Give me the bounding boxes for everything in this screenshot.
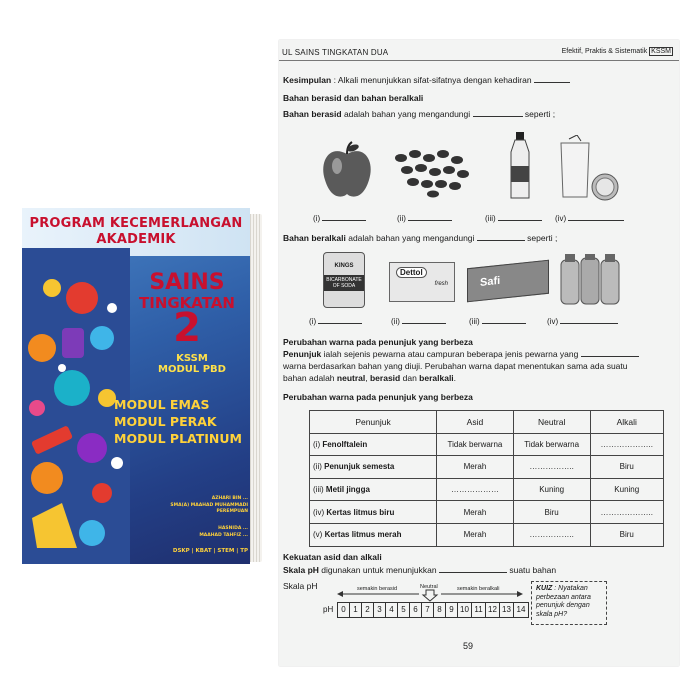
indicator-name (310, 478, 437, 501)
blank (318, 316, 362, 324)
cover-kssm (142, 353, 242, 375)
label-semakin-berasid: semakin berasid (357, 586, 398, 592)
cell-neutral: …………….. (513, 523, 590, 546)
apple-image (319, 140, 375, 202)
term-berasid: berasid (369, 373, 401, 383)
dettol-variant: fresh (434, 281, 448, 287)
penunjuk-line3-start: bahan adalah (283, 373, 335, 383)
cover-modul-perak: MODUL PERAK (114, 414, 217, 429)
roman-numeral: (i) (313, 214, 321, 223)
table-row (310, 523, 664, 546)
cover-credit-1: AZHARI BIN ... (211, 496, 248, 501)
indicator-name (310, 501, 437, 524)
ph-cell: 1 (350, 603, 362, 617)
cover-credit-4: MAAHAD TAHFIZ ... (199, 533, 248, 538)
col-asid: Asid (437, 411, 514, 434)
col-neutral: Neutral (513, 411, 590, 434)
ph-cell: 6 (410, 603, 422, 617)
cell-alkali: ……………….. (590, 501, 663, 524)
header-tagline-text: Efektif, Praktis & Sistematik (561, 48, 648, 55)
roman-numeral: (iv) (547, 317, 559, 326)
cell-asid: Merah (437, 523, 514, 546)
ph-cell: 2 (362, 603, 374, 617)
cover-title (26, 216, 246, 248)
acid-label-2 (397, 213, 452, 223)
safi-brand: Safi (480, 274, 501, 289)
col-alkali: Alkali (590, 411, 663, 434)
page-header (279, 47, 679, 61)
cell-alkali: Kuning (590, 478, 663, 501)
ph-cell: 3 (374, 603, 386, 617)
skala-after: suatu bahan (509, 565, 557, 575)
row-indicator: Kertas litmus biru (326, 507, 395, 517)
blank (534, 75, 570, 83)
ph-cell: 11 (472, 603, 486, 617)
row-indicator: Penunjuk semesta (324, 462, 395, 472)
alkali-label-1 (309, 316, 362, 326)
blank (482, 316, 526, 324)
blank (498, 213, 542, 221)
lemon-drink-image (555, 135, 625, 201)
dettol-brand: Dettol (396, 267, 427, 278)
header-tagline (562, 48, 673, 55)
cover-credit-5: DSKP | KBAT | STEM | TP (172, 548, 248, 554)
indicator-name (310, 523, 437, 546)
penunjuk-line1 (283, 349, 639, 359)
label-neutral: Neutral (420, 584, 438, 590)
blank (560, 316, 618, 324)
cover-modul-emas: MODUL EMAS (114, 397, 210, 412)
beralkali-line (283, 233, 557, 243)
table-header-row (310, 411, 664, 434)
cover-modul-list (114, 396, 250, 447)
ph-cell: 10 (458, 603, 472, 617)
ph-axis-label: pH (323, 605, 334, 614)
cell-asid: Merah (437, 456, 514, 479)
cover-subject: SAINS (149, 270, 225, 295)
indicator-name (310, 456, 437, 479)
table-row (310, 433, 664, 456)
cell-asid: ……………… (437, 478, 514, 501)
row-number: (v) (313, 530, 323, 540)
row-number: (ii) (313, 462, 322, 472)
kesimpulan-text: : Alkali menunjukkan sifat-sifatnya dengan kehadiran (333, 75, 532, 85)
cover-title-line2: AKADEMIK (96, 232, 176, 247)
bicarb-label: BICARBONATE OF SODA (324, 275, 364, 291)
book-cover (22, 208, 262, 564)
acid-label-4 (555, 213, 624, 223)
cover-level: TINGKATAN (139, 294, 235, 312)
cell-neutral: …………….. (513, 456, 590, 479)
word-dan: dan (402, 373, 417, 383)
alkali-label-4 (547, 316, 618, 326)
row-number: (i) (313, 439, 321, 449)
term-neutral: neutral (336, 373, 366, 383)
ph-cell: 9 (446, 603, 458, 617)
roman-numeral: (iv) (555, 214, 567, 223)
berasid-line (283, 109, 555, 119)
cover-credit-3: HASNIDA ... (218, 526, 248, 531)
penunjuk-text: ialah sejenis pewarna atau campuran beberapa jenis pewarna yang (323, 349, 579, 359)
coffee-beans-image (391, 146, 473, 198)
skala-term: Skala pH (283, 565, 319, 575)
alkali-label-3 (469, 316, 526, 326)
cell-alkali: Biru (590, 456, 663, 479)
ph-cell: 0 (338, 603, 350, 617)
row-indicator: Fenolftalein (322, 439, 368, 449)
skala-text: digunakan untuk menunjukkan (321, 565, 437, 575)
kuiz-box (531, 581, 607, 625)
roman-numeral: (i) (309, 317, 317, 326)
indicator-name (310, 433, 437, 456)
heading-berasid-beralkali: Bahan berasid dan bahan beralkali (283, 93, 424, 103)
row-indicator: Metil jingga (325, 485, 370, 495)
ph-cell: 5 (398, 603, 410, 617)
acid-label-3 (485, 213, 542, 223)
cover-modul-pbd: MODUL PBD (158, 364, 226, 375)
term-beralkali: beralkali (419, 373, 454, 383)
cover-kssm-label: KSSM (176, 353, 208, 364)
blank (439, 565, 507, 573)
heading-perubahan-2: Perubahan warna pada penunjuk yang berbeza (283, 392, 473, 402)
cell-neutral: Biru (513, 501, 590, 524)
alkali-label-2 (391, 316, 446, 326)
label-semakin-beralkali: semakin beralkali (457, 586, 500, 592)
ph-cell: 4 (386, 603, 398, 617)
kesimpulan-label: Kesimpulan (283, 75, 332, 85)
berasid-term: Bahan berasid (283, 109, 342, 119)
indicator-table (309, 410, 664, 547)
book-page-edges (248, 214, 262, 562)
blank (473, 109, 523, 117)
cell-neutral: Tidak berwarna (513, 433, 590, 456)
workbook-page (279, 40, 679, 666)
skala-line (283, 565, 556, 575)
cell-alkali: ……………….. (590, 433, 663, 456)
col-penunjuk: Penunjuk (310, 411, 437, 434)
blank (322, 213, 366, 221)
ph-cell: 14 (516, 605, 526, 614)
blank (568, 213, 624, 221)
dettol-soap-image (389, 262, 455, 302)
penunjuk-term: Penunjuk (283, 349, 322, 359)
cell-asid: Merah (437, 501, 514, 524)
cover-modul-platinum: MODUL PLATINUM (114, 431, 242, 446)
row-indicator: Kertas litmus merah (324, 530, 402, 540)
berasid-after: seperti ; (524, 109, 556, 119)
acid-label-1 (313, 213, 366, 223)
heading-perubahan: Perubahan warna pada penunjuk yang berbeza (283, 337, 473, 347)
kuiz-label: KUIZ (536, 585, 553, 592)
kuiz-text: : Nyatakan perbezaan antara penunjuk dengan skala pH? (536, 585, 591, 618)
roman-numeral: (iii) (469, 317, 480, 326)
kesimpulan-line (283, 75, 570, 85)
ph-cell: 7 (422, 603, 434, 617)
cover-form-number: 2 (173, 305, 201, 351)
roman-numeral: (ii) (397, 214, 406, 223)
cover-face (22, 208, 250, 564)
header-badge: KSSM (651, 48, 671, 55)
ph-cell: 13 (500, 603, 514, 617)
bicarb-brand: KINGS (334, 263, 354, 269)
table-row (310, 501, 664, 524)
berasid-text: adalah bahan yang mengandungi (343, 109, 471, 119)
heading-kekuatan: Kekuatan asid dan alkali (283, 552, 382, 562)
penunjuk-line3: bahan adalah neutral, berasid dan beralkali. (283, 373, 457, 383)
page-number: 59 (463, 641, 474, 651)
row-number: (iv) (313, 507, 325, 517)
safi-toothpaste-image (467, 260, 549, 303)
roman-numeral: (ii) (391, 317, 400, 326)
ph-cell: 12 (486, 603, 500, 617)
table-row (310, 478, 664, 501)
cell-alkali: Biru (590, 523, 663, 546)
cover-credit-2: SMA(A) MAAHAD MUHAMMADI PEREMPUAN (170, 503, 248, 514)
beralkali-after: seperti ; (527, 233, 558, 243)
cell-asid: Tidak berwarna (437, 433, 514, 456)
blank (581, 349, 639, 357)
blank (402, 316, 446, 324)
cover-title-line1: PROGRAM KECEMERLANGAN (29, 216, 243, 231)
cell-neutral: Kuning (513, 478, 590, 501)
ph-cell: 8 (434, 603, 446, 617)
skala-ph-label: Skala pH (283, 581, 318, 591)
row-number: (iii) (313, 485, 324, 495)
blank (408, 213, 452, 221)
blank (477, 233, 525, 241)
bicarbonate-jar-image (323, 252, 365, 308)
header-title: UL SAINS TINGKATAN DUA (282, 48, 389, 57)
ph-scale (337, 602, 529, 618)
beralkali-term: Bahan beralkali (283, 233, 346, 243)
penunjuk-line2: warna berdasarkan bahan yang diuji. Perubahan warna dapat menentukan sama ada suatu (283, 361, 628, 371)
roman-numeral: (iii) (485, 214, 496, 223)
soda-bottle-image (507, 132, 533, 202)
beralkali-text: adalah bahan yang mengandungi (348, 233, 475, 243)
table-row (310, 456, 664, 479)
shampoo-bottles-image (559, 254, 623, 306)
